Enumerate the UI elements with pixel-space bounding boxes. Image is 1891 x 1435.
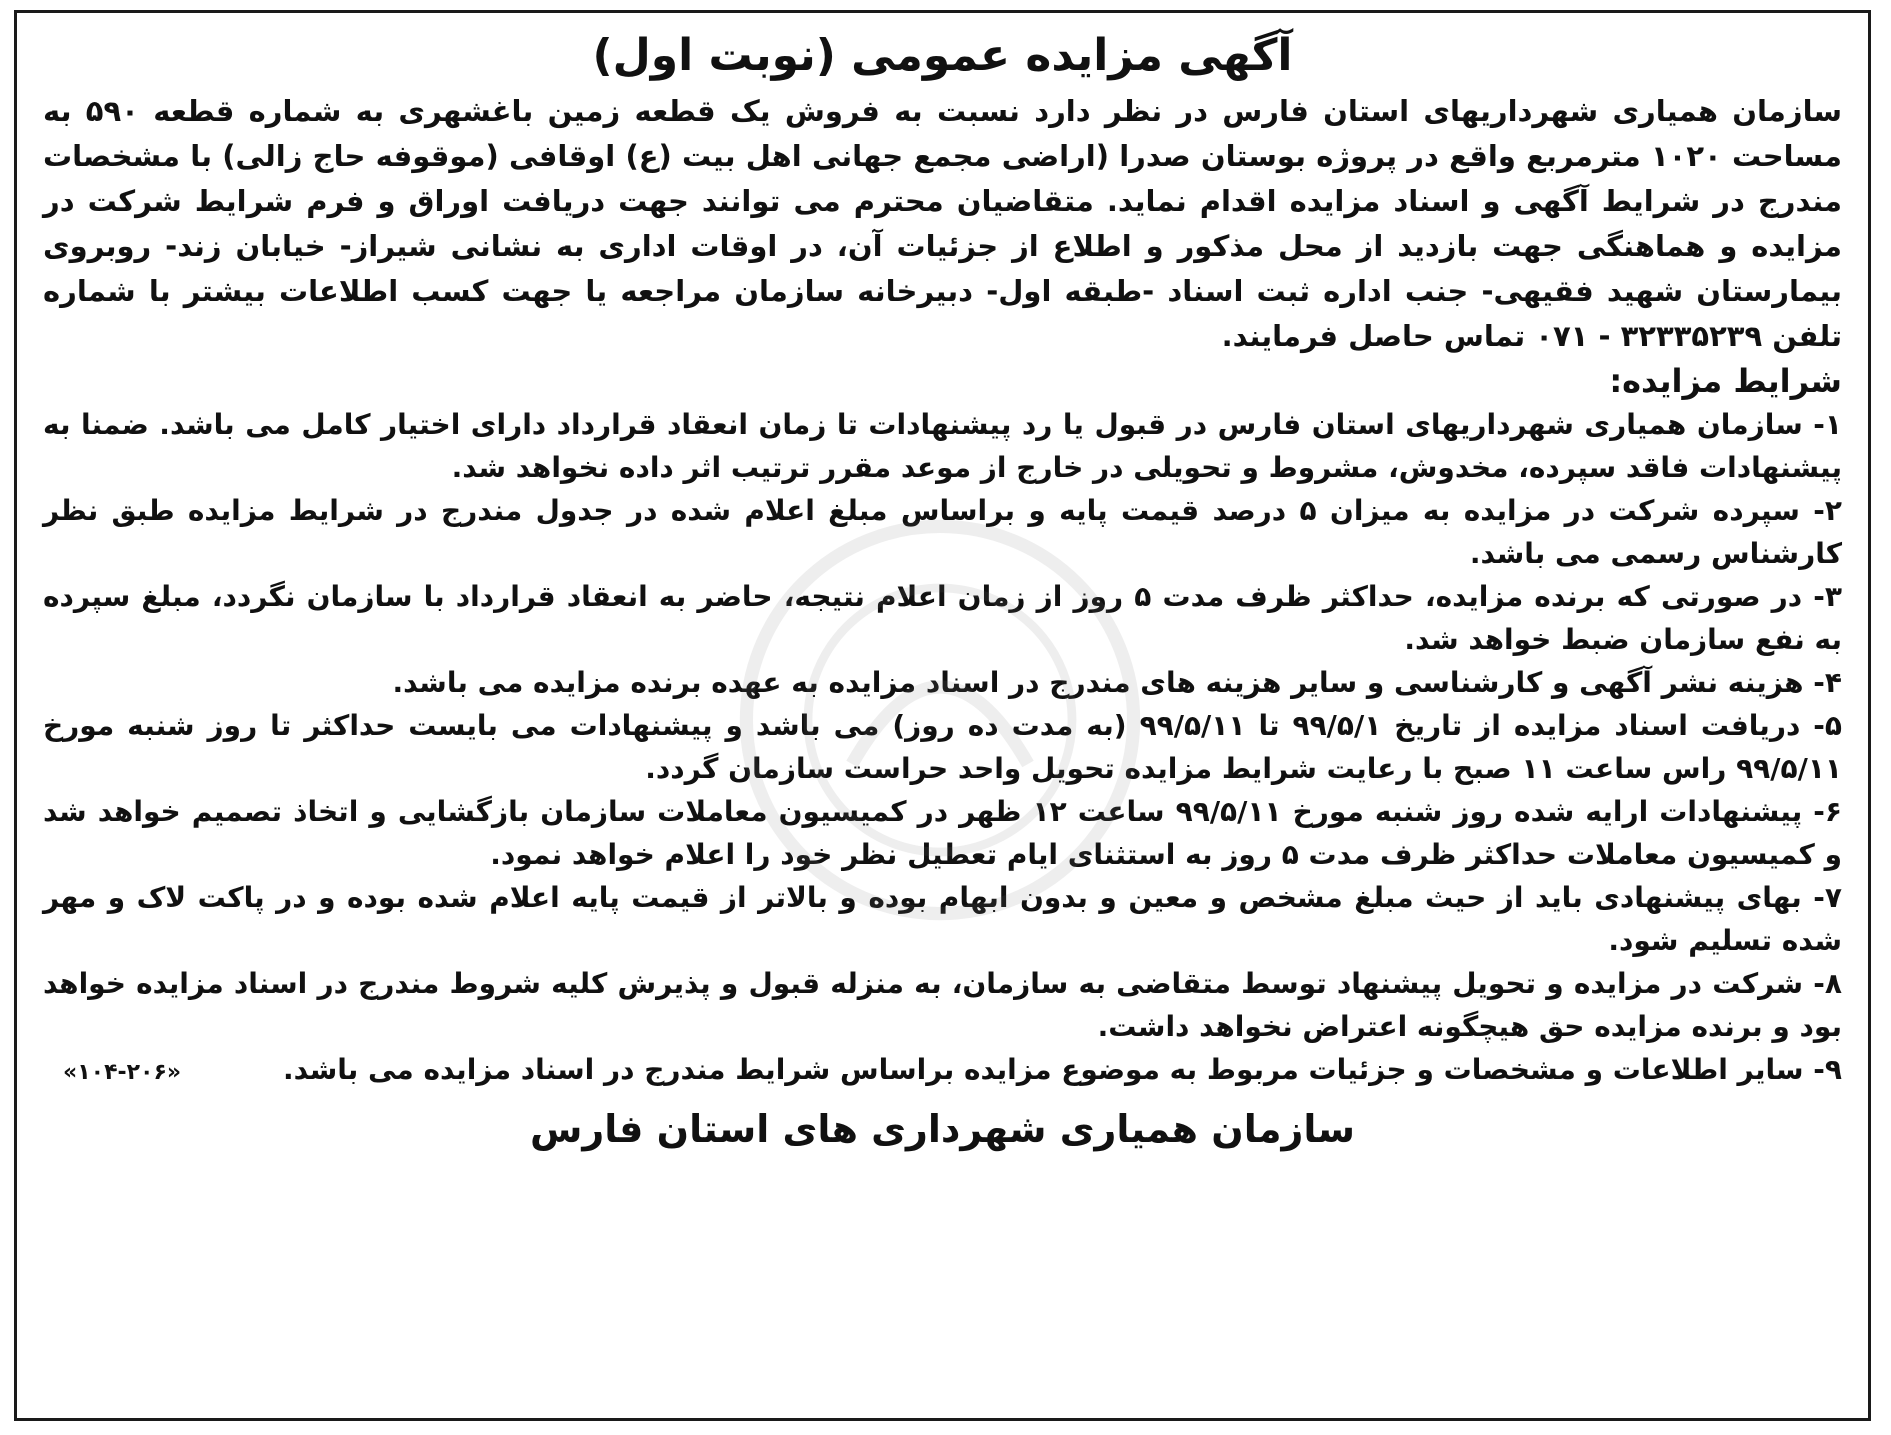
conditions-heading: شرایط مزایده: [1609,362,1842,400]
notice-frame [14,10,1871,1421]
condition-item-2: ۲- سپرده شرکت در مزایده به میزان ۵ درصد قیمت پایه و براساس مبلغ اعلام شده در جدول مندرج در شرایط مزایده طبق نظر کارشناس رسمی می باشد. [43,494,1842,570]
condition-item-5: ۵- دریافت اسناد مزایده از تاریخ ۹۹/۵/۱ تا ۹۹/۵/۱۱ (به مدت ده روز) می باشد و پیشنهادات می بایست حداکثر تا روز شنبه مورخ ۹۹/۵/۱۱ راس ساعت ۱۱ صبح با رعایت شرایط مزایده تحویل واحد حراست سازمان گردد. [43,709,1843,785]
notice-title: آگهی مزایده عمومی (نوبت اول) [592,30,1293,81]
condition-item-3: ۳- در صورتی که برنده مزایده، حداکثر ظرف مدت ۵ روز از زمان اعلام نتیجه، حاضر به انعقاد قرارداد با سازمان نگردد، مبلغ سپرده به نفع سازمان ضبط خواهد شد. [43,580,1843,656]
notice-intro: سازمان همیاری شهرداریهای استان فارس در نظر دارد نسبت به فروش یک قطعه زمین باغشهری به شماره قطعه ۵۹۰ به مساحت ۱۰۲۰ مترمربع واقع در پروژه بوستان صدرا (اراضی مجمع جهانی اهل بیت (ع) اوقافی (موقوفه حاج زالی) با مشخصات مندرج در شرایط آگهی و اسناد مزایده اقدام نماید. متقاضیان محترم می توانند جهت دریافت اوراق و فرم شرایط شرکت در مزایده و هماهنگی جهت بازدید از محل مذکور و اطلاع از جزئیات آن، در اوقات اداری به نشانی شیراز- خیابان زند- روبروی بیمارستان شهید فقیهی- جنب اداره ثبت اسناد -طبقه اول- دبیرخانه سازمان مراجعه یا جهت کسب اطلاعات بیشتر با شماره تلفن ۳۲۳۳۵۲۳۹ - ۰۷۱ تماس حاصل فرمایند. [43,94,1842,353]
condition-item-8: ۸- شرکت در مزایده و تحویل پیشنهاد توسط متقاضی به سازمان، به منزله قبول و پذیرش کلیه شروط مندرج در اسناد مزایده خواهد بود و برنده مزایده حق هیچگونه اعتراض نخواهد داشت. [43,967,1842,1043]
issuer-signature: سازمان همیاری شهرداری های استان فارس [529,1107,1356,1151]
condition-item-6: ۶- پیشنهادات ارایه شده روز شنبه مورخ ۹۹/۵/۱۱ ساعت ۱۲ ظهر در کمیسیون معاملات سازمان بازگشایی و اتخاذ تصمیم خواهد شد و کمیسیون معاملات حداکثر ظرف مدت ۵ روز به استثنای ایام تعطیل نظر خود را اعلام خواهد نمود. [43,795,1842,871]
condition-item-1: ۱- سازمان همیاری شهرداریهای استان فارس در قبول یا رد پیشنهادات تا زمان انعقاد قرارداد دارای اختیار کامل می باشد. ضمنا به پیشنهادات فاقد سپرده، مخدوش، مشروط و تحویلی در خارج از موعد مقرر ترتیب اثر داده نخواهد شد. [43,408,1842,484]
condition-item-9: ۹- سایر اطلاعات و مشخصات و جزئیات مربوط به موضوع مزایده براساس شرایط مندرج در اسناد مزایده می باشد. [282,1053,1842,1086]
reference-code: «۱۰۴-۲۰۶» [63,1060,182,1085]
conditions-list [43,403,1842,1094]
condition-item-4: ۴- هزینه نشر آگهی و کارشناسی و سایر هزینه های مندرج در اسناد مزایده به عهده برنده مزایده می باشد. [392,666,1842,699]
condition-item-7: ۷- بهای پیشنهادی باید از حیث مبلغ مشخص و معین و بدون ابهام بوده و بالاتر از قیمت پایه اعلام شده بوده و در پاکت لاک و مهر شده تسلیم شود. [43,881,1842,957]
condition-item-9-row [43,1048,1842,1094]
